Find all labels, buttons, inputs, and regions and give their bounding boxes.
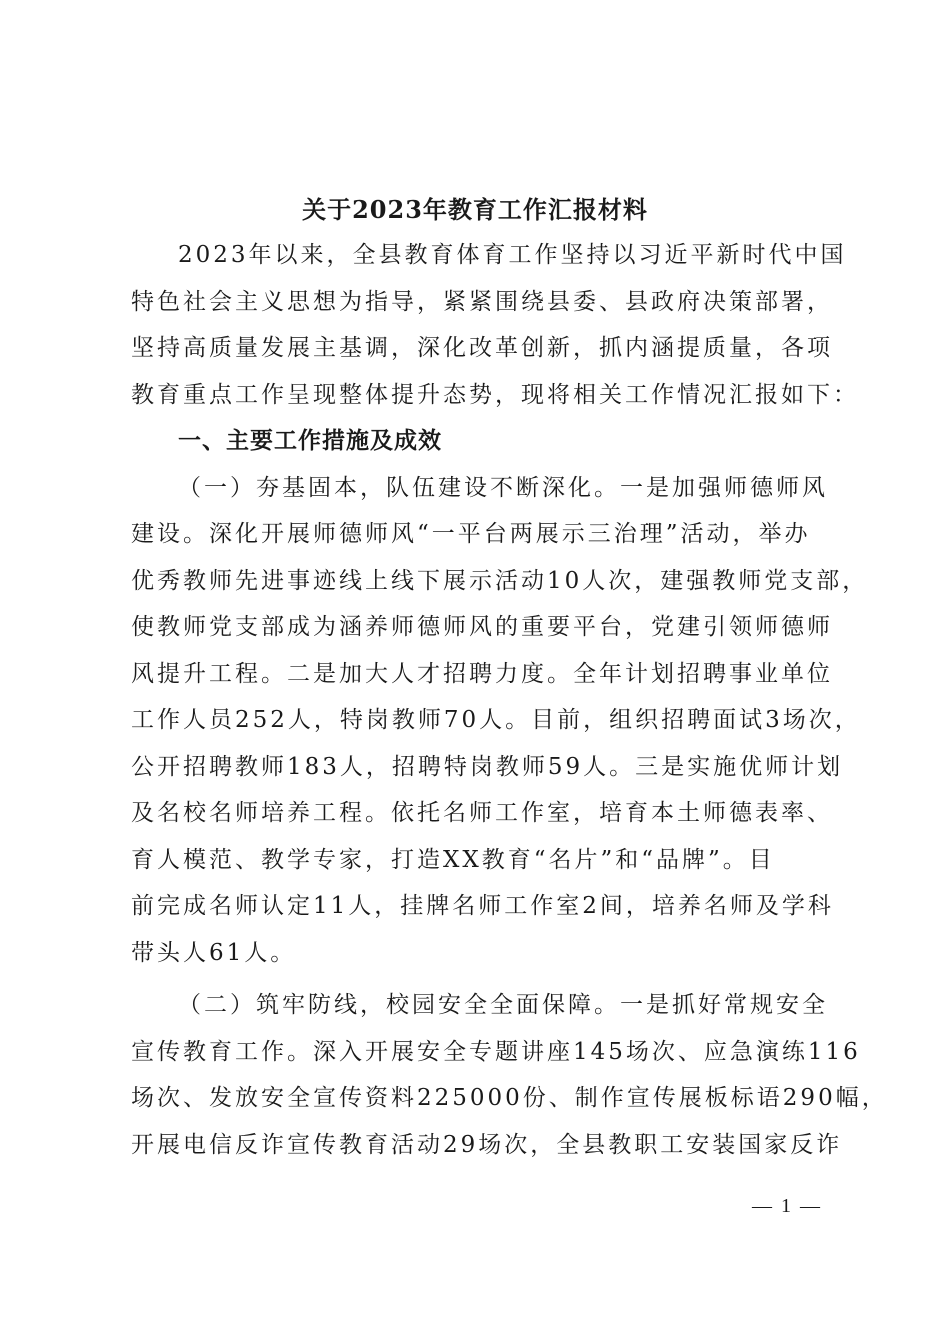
- text-line: （一）夯基固本，队伍建设不断深化。一是加强师德师风: [178, 474, 828, 501]
- text-line: 风提升工程。二是加大人才招聘力度。全年计划招聘事业单位: [131, 660, 833, 687]
- paragraph-section-1: [131, 465, 869, 977]
- document-title: 关于2023年教育工作汇报材料: [302, 195, 648, 224]
- page-number: — 1 —: [752, 1195, 822, 1217]
- text-line: 2023年以来，全县教育体育工作坚持以习近平新时代中国: [178, 242, 847, 268]
- paragraph-section-2: [131, 982, 888, 1168]
- text-line: 使教师党支部成为涵养师德师风的重要平台，党建引领师德师: [131, 614, 833, 640]
- text-line: 场次、发放安全宣传资料225000份、制作宣传展板标语290幅，: [131, 1085, 888, 1111]
- section-heading: [131, 418, 831, 465]
- text-line: 前完成名师认定11人，挂牌名师工作室2间，培养名师及学科: [131, 893, 834, 919]
- text-line: 特色社会主义思想为指导，紧紧围绕县委、县政府决策部署，: [131, 288, 833, 315]
- text-line: 开展电信反诈宣传教育活动29场次，全县教职工安装国家反诈: [131, 1131, 843, 1158]
- text-line: 建设。深化开展师德师风“一平台两展示三治理”活动，举办: [131, 521, 811, 547]
- text-line: 工作人员252人，特岗教师70人。目前，组织招聘面试3场次，: [131, 707, 861, 733]
- text-line: 优秀教师先进事迹线上线下展示活动10人次，建强教师党支部，: [131, 567, 869, 594]
- text-line: 教育重点工作呈现整体提升态势，现将相关工作情况汇报如下：: [131, 381, 859, 408]
- text-line: 坚持高质量发展主基调，深化改革创新，抓内涵提质量，各项: [131, 335, 833, 361]
- heading-text: 一、主要工作措施及成效: [178, 427, 442, 454]
- document-body: [131, 232, 888, 1168]
- text-line: 带头人61人。: [131, 939, 297, 966]
- paragraph-intro: [131, 232, 859, 418]
- text-line: 宣传教育工作。深入开展安全专题讲座145场次、应急演练116: [131, 1038, 861, 1065]
- text-line: 公开招聘教师183人，招聘特岗教师59人。三是实施优师计划: [131, 753, 844, 780]
- text-line: （二）筑牢防线，校园安全全面保障。一是抓好常规安全: [178, 992, 828, 1018]
- text-line: 及名校名师培养工程。依托名师工作室，培育本土师德表率、: [131, 800, 833, 826]
- text-line: 育人模范、教学专家，打造XX教育“名片”和“品牌”。目: [131, 846, 775, 873]
